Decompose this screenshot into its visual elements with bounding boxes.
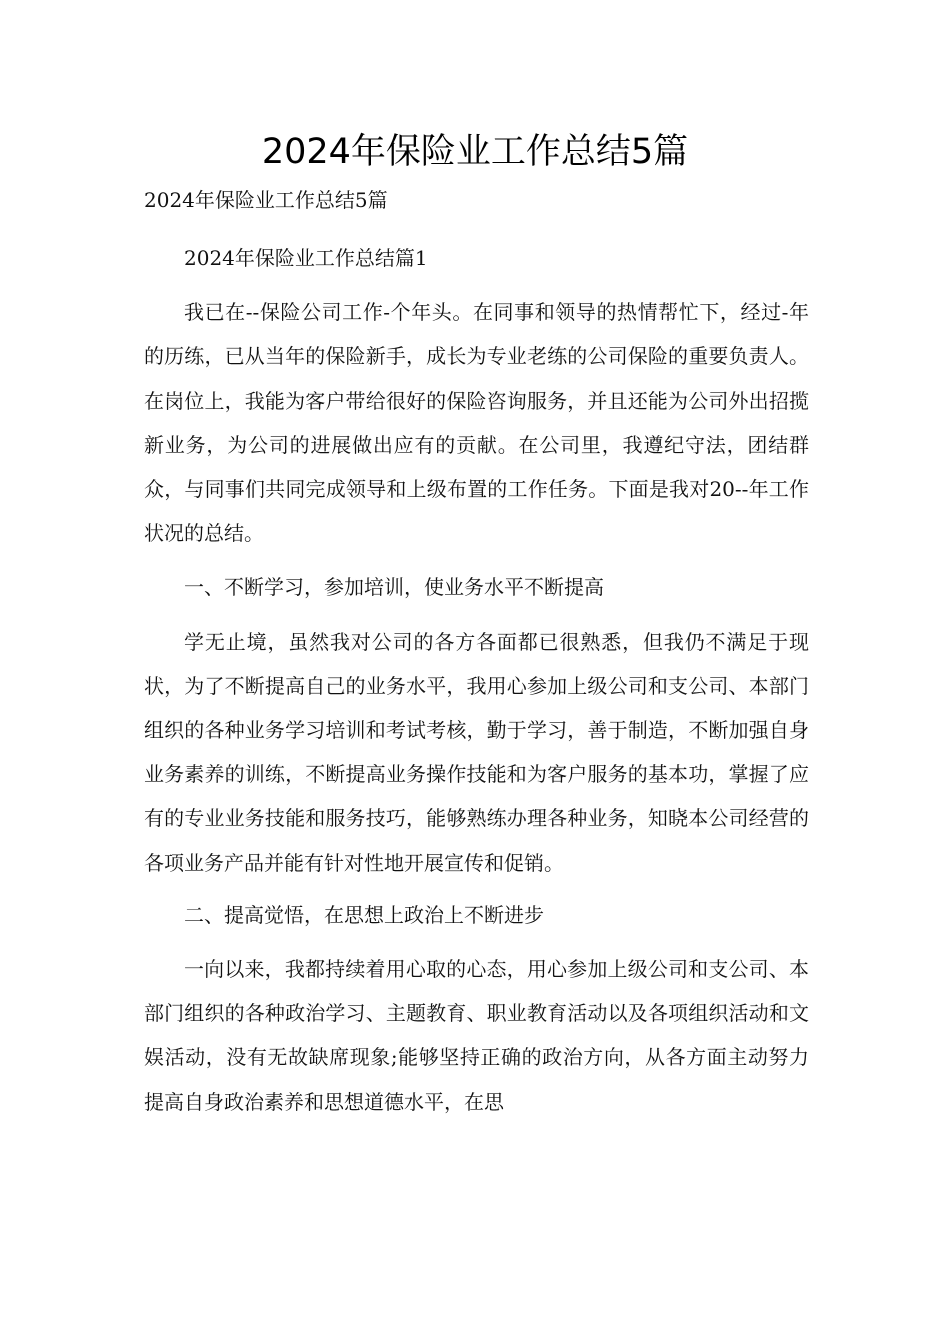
body-paragraph: 我已在--保险公司工作-个年头。在同事和领导的热情帮忙下，经过-年的历练，已从当年的保险新手，成长为专业老练的公司保险的重要负责人。在岗位上，我能为客户带给很好的保险咨询服务，并且还能为公司外出招揽新业务，为公司的进展做出应有的贡献。在公司里，我遵纪守法，团结群众，与同事们共同完成领导和上级布置的工作任务。下面是我对20--年工作状况的总结。 <box>144 300 809 546</box>
section-heading: 二、提高觉悟，在思想上政治上不断进步 <box>184 902 544 927</box>
document-body <box>144 236 809 1124</box>
document-subtitle: 2024年保险业工作总结5篇 <box>144 188 388 212</box>
body-paragraph: 一向以来，我都持续着用心取的心态，用心参加上级公司和支公司、本部门组织的各种政治学习、主题教育、职业教育活动以及各项组织活动和文娱活动，没有无故缺席现象;能够坚持正确的政治方向，从各方面主动努力提高自身政治素养和思想道德水平，在思 <box>144 957 809 1114</box>
section-heading: 2024年保险业工作总结篇1 <box>184 246 428 270</box>
body-paragraph: 学无止境，虽然我对公司的各方各面都已很熟悉，但我仍不满足于现状，为了不断提高自己的业务水平，我用心参加上级公司和支公司、本部门组织的各种业务学习培训和考试考核，勤于学习，善于制造，不断加强自身业务素养的训练，不断提高业务操作技能和为客户服务的基本功，掌握了应有的专业业务技能和服务技巧，能够熟练办理各种业务，知晓本公司经营的各项业务产品并能有针对性地开展宣传和促销。 <box>144 629 809 875</box>
document-title: 2024年保险业工作总结5篇 <box>261 132 689 172</box>
section-heading: 一、不断学习，参加培训，使业务水平不断提高 <box>184 575 604 600</box>
